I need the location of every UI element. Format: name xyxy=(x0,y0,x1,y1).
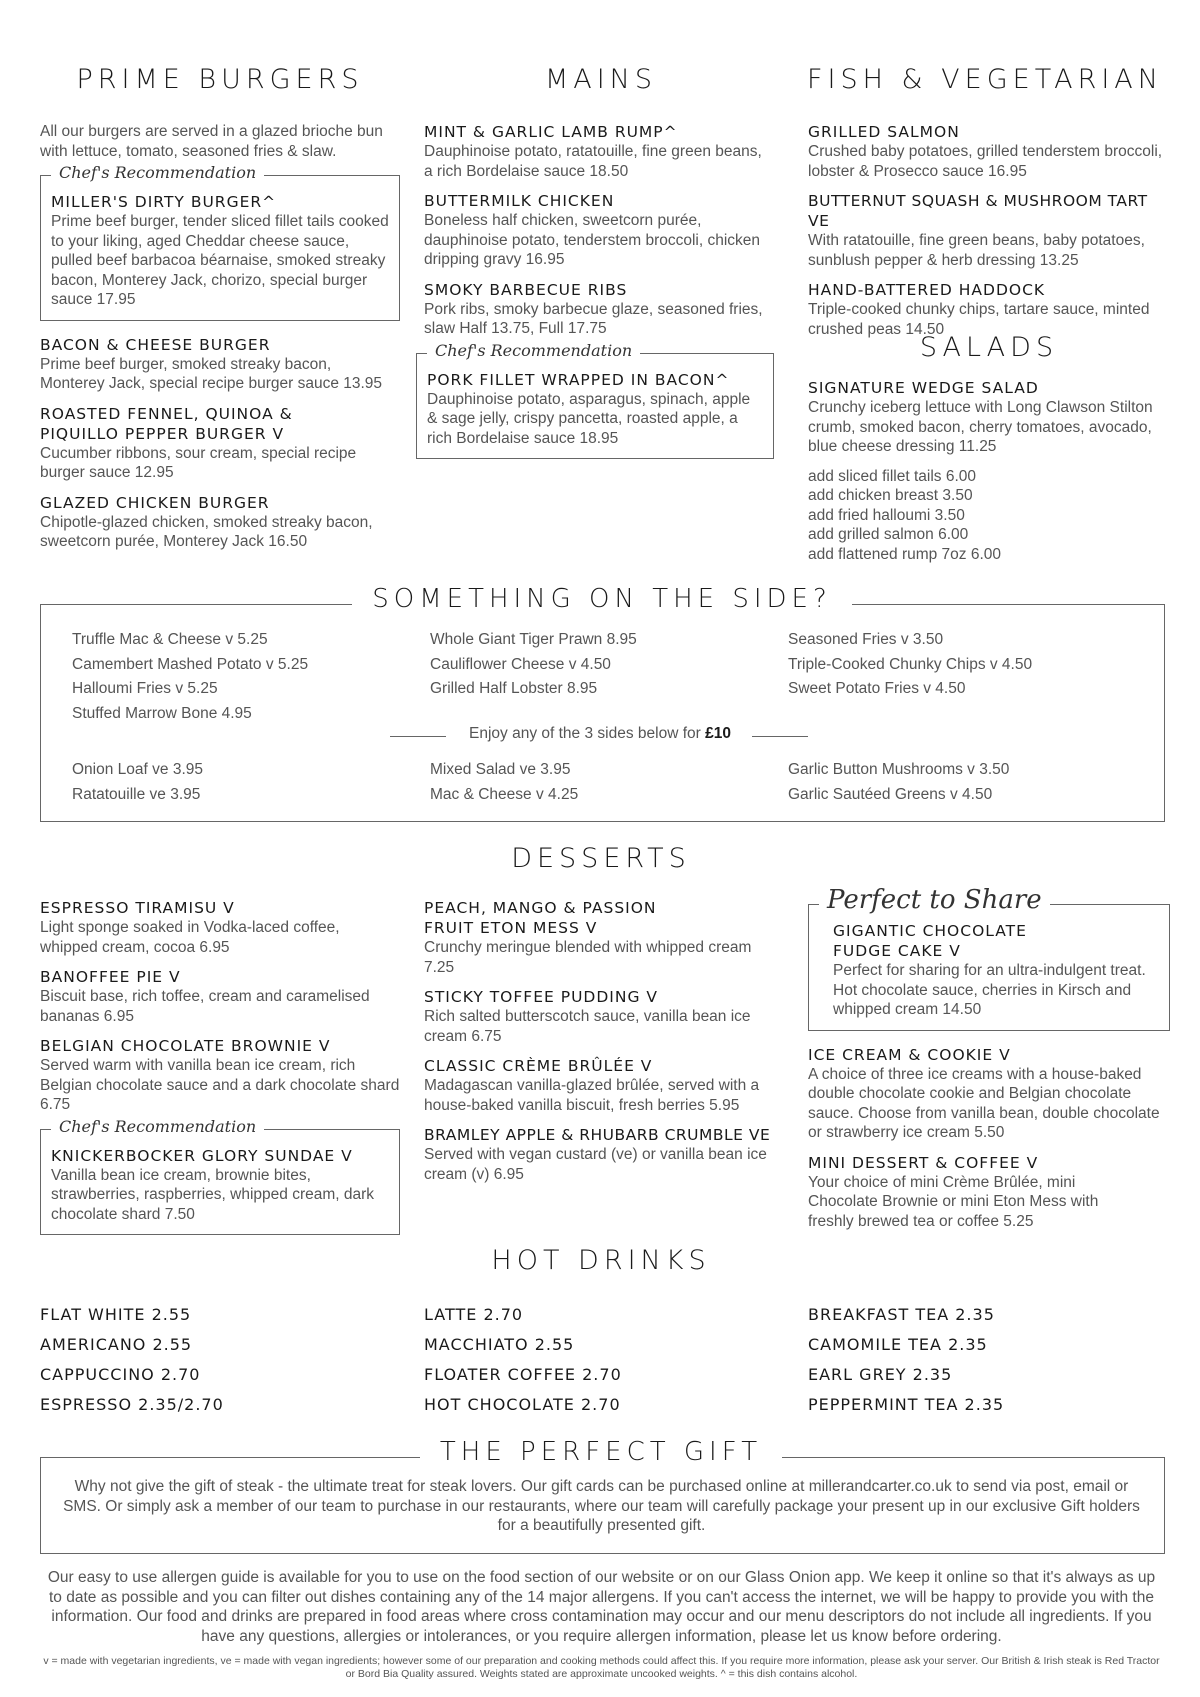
side-item: Stuffed Marrow Bone 4.95 xyxy=(72,704,252,722)
menu-item xyxy=(424,898,774,977)
menu-item-desc: Rich salted butterscotch sauce, vanilla bean ice cream 6.75 xyxy=(424,1008,751,1045)
menu-item-desc: Chipotle-glazed chicken, smoked streaky bacon, sweetcorn purée, Monterey Jack 16.50 xyxy=(40,513,373,550)
menu-item-desc: Dauphinoise potato, ratatouille, fine green beans, a rich Bordelaise sauce 18.50 xyxy=(424,143,762,180)
drink-item: HOT CHOCOLATE 2.70 xyxy=(424,1395,621,1414)
drink-item: LATTE 2.70 xyxy=(424,1305,524,1324)
menu-item-desc: A choice of three ice creams with a house-baked double chocolate cookie and Belgian chocolate sauce. Choose from vanilla bean, double chocolate or strawberry ice cream 5.50 xyxy=(808,1065,1160,1141)
menu-item-desc: Boneless half chicken, sweetcorn purée, dauphinoise potato, tenderstem broccoli, chicken dripping gravy 16.95 xyxy=(424,212,761,268)
side-item: Mixed Salad ve 3.95 xyxy=(430,761,571,778)
salads-column xyxy=(808,378,1170,564)
side-item: Ratatouille ve 3.95 xyxy=(72,785,201,803)
menu-item-desc: Cucumber ribbons, sour cream, special recipe burger sauce 12.95 xyxy=(40,444,357,481)
menu-item-desc: Served with vegan custard (ve) or vanilla bean ice cream (v) 6.95 xyxy=(424,1146,767,1183)
menu-item xyxy=(808,191,1170,270)
sides-column-2 xyxy=(430,628,637,702)
drinks-column-2 xyxy=(424,1300,622,1420)
menu-item xyxy=(808,1153,1170,1232)
menu-item-desc: Prime beef burger, tender sliced fillet tails cooked to your liking, aged Cheddar cheese sauce, pulled beef barbacoa béarnaise, smoked streaky bacon, Monterey Jack, chorizo, special burger sauce 17.95 xyxy=(51,213,389,308)
menu-item xyxy=(424,191,774,270)
side-item: Seasoned Fries v 3.50 xyxy=(788,631,944,648)
dietary-footnote: v = made with vegetarian ingredients, ve = made with vegan ingredients; however some of our preparation and cooking methods could affect this. If you require more information, please ask your server. Our British & Irish steak is Red Tractor or Bord Bia Quality assured. Weights stated are approximate uncooked weights. ^ = this dish contains alcohol. xyxy=(43,1655,1160,1680)
menu-item xyxy=(808,1045,1170,1143)
menu-item-name: MILLER'S DIRTY BURGER^ xyxy=(51,193,277,211)
desserts-column-2 xyxy=(424,898,774,1194)
side-item: Garlic Button Mushrooms v 3.50 xyxy=(788,761,1010,778)
perfect-to-share-label: Perfect to Share xyxy=(819,885,1050,915)
menu-item-name: BRAMLEY APPLE & RHUBARB CRUMBLE VE xyxy=(424,1126,771,1144)
drinks-column-1 xyxy=(40,1300,224,1420)
deal-divider-right xyxy=(752,736,808,737)
sides-deal xyxy=(390,725,810,743)
burgers-column xyxy=(40,122,400,562)
menu-item-name: STICKY TOFFEE PUDDING V xyxy=(424,988,658,1006)
side-item: Whole Giant Tiger Prawn 8.95 xyxy=(430,631,637,648)
menu-item-name: BANOFFEE PIE V xyxy=(40,968,181,986)
fish-column xyxy=(808,122,1170,349)
menu-item xyxy=(40,967,400,1026)
salad-addons xyxy=(808,467,1170,565)
share-box xyxy=(808,885,1170,1031)
menu-item-name: ROASTED FENNEL, QUINOA & PIQUILLO PEPPER BURGER V xyxy=(40,404,293,443)
drinks-column-3 xyxy=(808,1300,1004,1420)
chef-recommendation-label: Chef's Recommendation xyxy=(427,341,640,360)
deal-column-3 xyxy=(788,758,1009,807)
menu-item-name: BELGIAN CHOCOLATE BROWNIE V xyxy=(40,1037,331,1055)
menu-item-name: SMOKY BARBECUE RIBS xyxy=(424,280,628,299)
addon-item: add fried halloumi 3.50 xyxy=(808,506,965,524)
menu-item-desc: Biscuit base, rich toffee, cream and caramelised bananas 6.95 xyxy=(40,988,370,1025)
drink-item: MACCHIATO 2.55 xyxy=(424,1335,575,1354)
chef-recommendation-label: Chef's Recommendation xyxy=(51,163,264,182)
menu-item xyxy=(40,493,400,552)
menu-item-name: ESPRESSO TIRAMISU V xyxy=(40,899,235,917)
menu-item-name: GRILLED SALMON xyxy=(808,123,960,141)
menu-item-desc: With ratatouille, fine green beans, baby potatoes, sunblush pepper & herb dressing 13.25 xyxy=(808,232,1145,269)
drink-item: BREAKFAST TEA 2.35 xyxy=(808,1305,995,1324)
menu-item-desc: Dauphinoise potato, asparagus, spinach, apple & sage jelly, crispy pancetta, roasted apple, a rich Bordelaise sauce 18.95 xyxy=(427,390,751,447)
menu-item-desc: Perfect for sharing for an ultra-indulgent treat. Hot chocolate sauce, cherries in Kirsch and whipped cream 14.50 xyxy=(833,962,1146,1018)
menu-item-name: PEACH, MANGO & PASSION FRUIT ETON MESS V xyxy=(424,899,657,937)
menu-item-name: BACON & CHEESE BURGER xyxy=(40,335,271,354)
gift-title: THE PERFECT GIFT xyxy=(420,1437,782,1467)
drinks-title: HOT DRINKS xyxy=(491,1245,711,1276)
addon-item: add chicken breast 3.50 xyxy=(808,487,973,504)
menu-item-desc: Triple-cooked chunky chips, tartare sauce, minted crushed peas 14.50 xyxy=(808,301,1150,338)
side-item: Cauliflower Cheese v 4.50 xyxy=(430,655,611,673)
menu-item-name: SIGNATURE WEDGE SALAD xyxy=(808,379,1039,397)
drink-item: FLAT WHITE 2.55 xyxy=(40,1305,192,1324)
side-item: Truffle Mac & Cheese v 5.25 xyxy=(72,631,268,648)
menu-item-desc: Madagascan vanilla-glazed brûlée, served with a house-baked vanilla biscuit, fresh berries 5.95 xyxy=(424,1077,760,1114)
menu-item xyxy=(40,898,400,957)
drink-item: AMERICANO 2.55 xyxy=(40,1335,193,1354)
menu-item-desc: Light sponge soaked in Vodka-laced coffee, whipped cream, cocoa 6.95 xyxy=(40,919,340,956)
menu-item xyxy=(424,1125,774,1184)
addon-item: add sliced fillet tails 6.00 xyxy=(808,467,977,485)
menu-item xyxy=(808,378,1170,457)
deal-column-2 xyxy=(430,758,578,807)
side-item: Grilled Half Lobster 8.95 xyxy=(430,680,598,697)
allergen-notice: Our easy to use allergen guide is available for you to use on the food section of our website or on our Glass Onion app. We keep it online so that it's always as up to date as possible and you can filter out dishes containing any of the 14 major allergens. If you can't access the internet, we will be happy to provide you with the information. Our food and drinks are prepared in food areas where cross contamination may occur and our menu descriptors do not include all ingredients. If you have any questions, allergies or intolerances, or you require allergen information, please let us know before ordering. xyxy=(47,1569,1156,1645)
menu-item-desc: Pork ribs, smoky barbecue glaze, seasoned fries, slaw Half 13.75, Full 17.75 xyxy=(424,300,763,337)
mains-column xyxy=(424,122,774,473)
side-item: Sweet Potato Fries v 4.50 xyxy=(788,680,966,697)
chef-recommendation-label: Chef's Recommendation xyxy=(51,1117,264,1136)
menu-item-name: BUTTERNUT SQUASH & MUSHROOM TART VE xyxy=(808,192,1148,230)
mains-chef-box xyxy=(416,340,774,460)
side-item: Garlic Sautéed Greens v 4.50 xyxy=(788,785,993,803)
sides-column-1 xyxy=(72,628,308,726)
menu-item-name: PORK FILLET WRAPPED IN BACON^ xyxy=(427,370,730,389)
burgers-title: PRIME BURGERS xyxy=(76,64,364,95)
menu-item-name: CLASSIC CRÈME BRÛLÉE V xyxy=(424,1057,653,1075)
menu-item-desc: Served warm with vanilla bean ice cream, rich Belgian chocolate sauce and a dark chocolate shard 6.75 xyxy=(40,1057,400,1113)
drink-item: PEPPERMINT TEA 2.35 xyxy=(808,1395,1005,1414)
menu-item-desc: Crunchy meringue blended with whipped cream 7.25 xyxy=(424,939,752,976)
desserts-column-3 xyxy=(808,885,1170,1241)
fish-title: FISH & VEGETARIAN xyxy=(807,64,1163,95)
menu-item xyxy=(424,987,774,1046)
menu-item xyxy=(424,122,774,181)
addon-item: add grilled salmon 6.00 xyxy=(808,526,969,543)
menu-item xyxy=(808,122,1170,181)
side-item: Halloumi Fries v 5.25 xyxy=(72,680,218,697)
desserts-column-1 xyxy=(40,898,400,1249)
menu-item xyxy=(40,335,400,394)
drink-item: FLOATER COFFEE 2.70 xyxy=(424,1365,622,1384)
sides-title: SOMETHING ON THE SIDE? xyxy=(352,584,852,614)
deal-text: Enjoy any of the 3 sides below for xyxy=(469,725,701,742)
menu-item-name: BUTTERMILK CHICKEN xyxy=(424,192,615,210)
drink-item: EARL GREY 2.35 xyxy=(808,1365,953,1384)
menu-item-desc: Crunchy iceberg lettuce with Long Clawson Stilton crumb, smoked bacon, cherry tomatoes, avocado, blue cheese dressing 11.25 xyxy=(808,399,1153,455)
sides-column-3 xyxy=(788,628,1032,702)
menu-item-name: GLAZED CHICKEN BURGER xyxy=(40,493,270,512)
deal-price: £10 xyxy=(705,725,731,742)
menu-item xyxy=(40,1036,400,1115)
side-item: Camembert Mashed Potato v 5.25 xyxy=(72,655,309,673)
mains-title: MAINS xyxy=(544,64,658,95)
side-item: Triple-Cooked Chunky Chips v 4.50 xyxy=(788,655,1033,673)
menu-item-name: MINI DESSERT & COFFEE V xyxy=(808,1153,1039,1172)
menu-item-name: KNICKERBOCKER GLORY SUNDAE V xyxy=(51,1146,353,1165)
menu-item-name: GIGANTIC CHOCOLATE FUDGE CAKE V xyxy=(833,922,1027,960)
drink-item: ESPRESSO 2.35/2.70 xyxy=(40,1395,224,1414)
burgers-intro: All our burgers are served in a glazed brioche bun with lettuce, tomato, seasoned fries & slaw. xyxy=(40,123,383,160)
menu-item-desc: Prime beef burger, smoked streaky bacon, Monterey Jack, special recipe burger sauce 13.95 xyxy=(40,355,383,392)
side-item: Mac & Cheese v 4.25 xyxy=(430,785,579,803)
salads-title: SALADS xyxy=(919,332,1059,363)
menu-item-name: ICE CREAM & COOKIE V xyxy=(808,1045,1011,1064)
menu-item xyxy=(40,404,400,483)
gift-text: Why not give the gift of steak - the ultimate treat for steak lovers. Our gift cards can be purchased online at millerandcarter.co.uk to send via post, email or SMS. Or simply ask a member of our team to purchase in our restaurants, where our team will carefully package your present up in our exclusive Gift holders for a beautifully presented gift. xyxy=(63,1478,1140,1534)
desserts-title: DESSERTS xyxy=(511,843,691,874)
menu-item-desc: Your choice of mini Crème Brûlée, mini Chocolate Brownie or mini Eton Mess with freshly brewed tea or coffee 5.25 xyxy=(808,1173,1099,1230)
menu-item-name: HAND-BATTERED HADDOCK xyxy=(808,281,1046,299)
menu-item-name: MINT & GARLIC LAMB RUMP^ xyxy=(424,123,678,141)
menu-item-desc: Vanilla bean ice cream, brownie bites, strawberries, raspberries, whipped cream, dark chocolate shard 7.50 xyxy=(51,1166,375,1223)
desserts-chef-box xyxy=(40,1116,400,1236)
drink-item: CAPPUCCINO 2.70 xyxy=(40,1365,201,1384)
menu-item-desc: Crushed baby potatoes, grilled tenderstem broccoli, lobster & Prosecco sauce 16.95 xyxy=(808,143,1163,180)
menu-item xyxy=(808,280,1170,339)
drink-item: CAMOMILE TEA 2.35 xyxy=(808,1335,988,1354)
menu-item xyxy=(424,1056,774,1115)
addon-item: add flattened rump 7oz 6.00 xyxy=(808,545,1002,563)
side-item: Onion Loaf ve 3.95 xyxy=(72,761,203,778)
deal-column-1 xyxy=(72,758,203,807)
menu-item xyxy=(424,280,774,339)
burgers-chef-box xyxy=(40,163,400,321)
